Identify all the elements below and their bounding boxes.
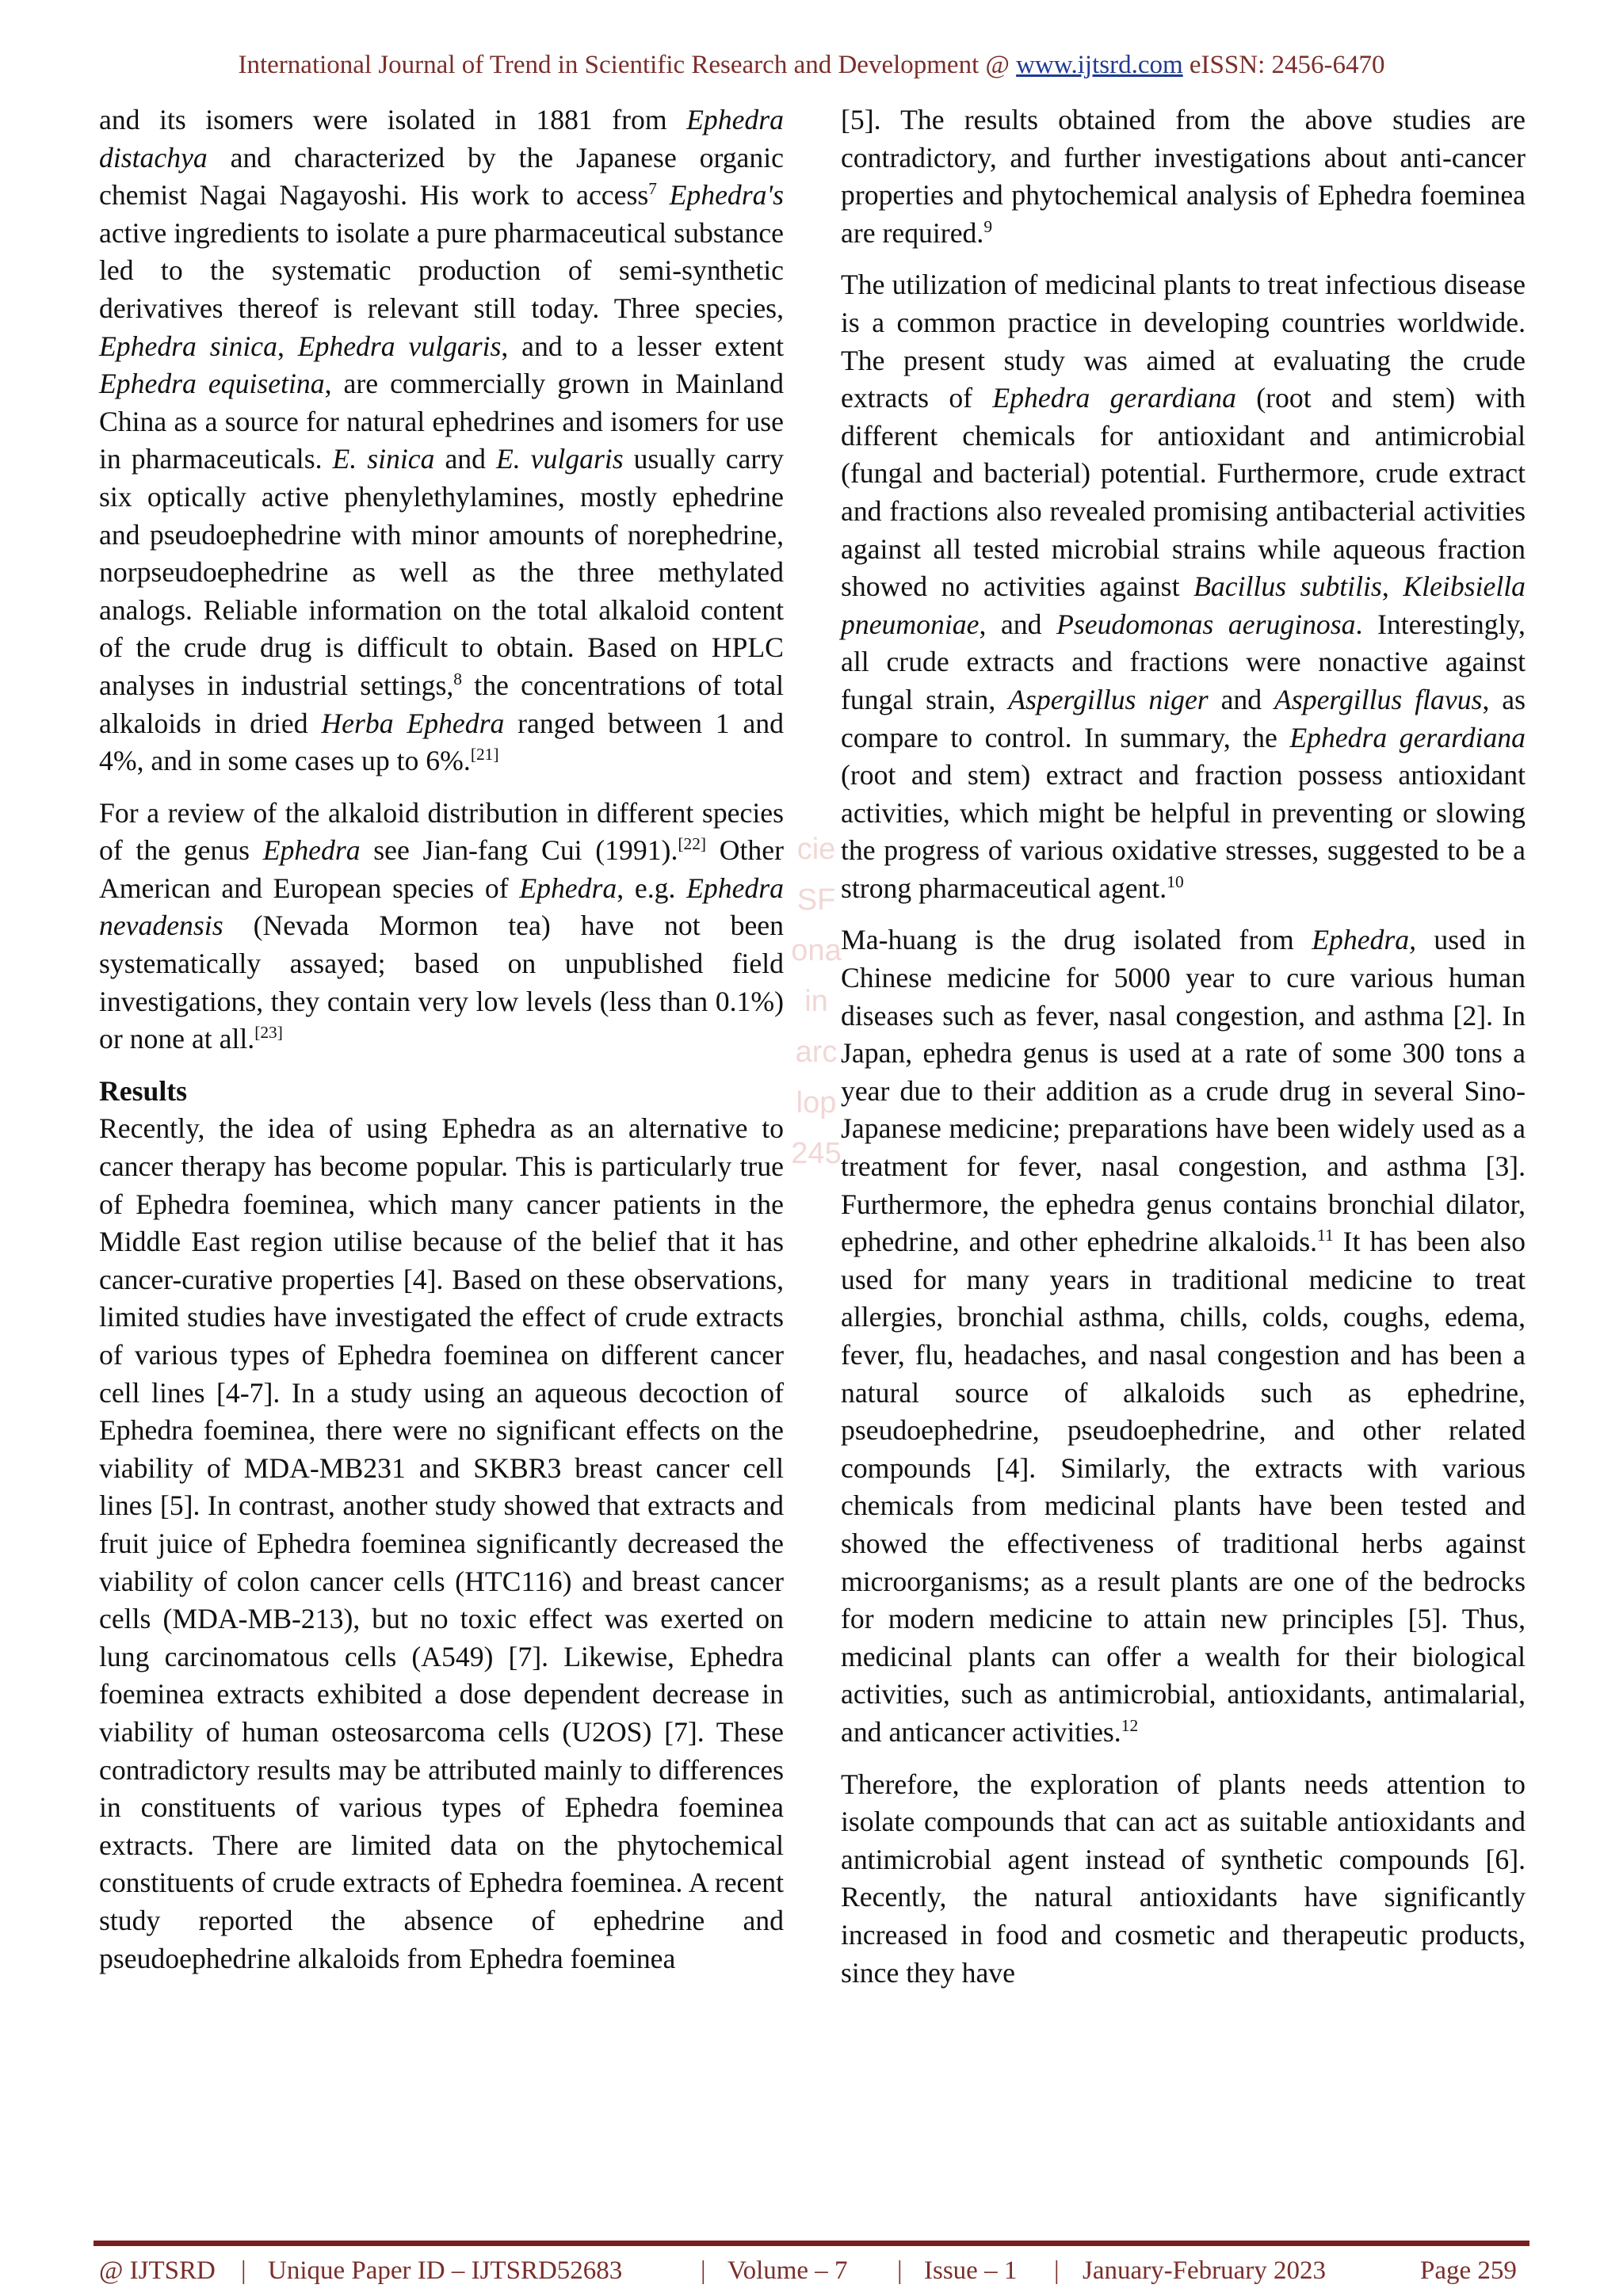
text-run: , and to a lesser extent [501,330,784,362]
watermark-fragment: arc [795,1035,838,1069]
watermark-fragment: in [804,985,828,1018]
footer-separator: | [701,2256,706,2285]
footer-volume: Volume – 7 [727,2256,848,2285]
paragraph [841,921,1526,1751]
italic-term: Ephedra nevadensis [99,871,784,942]
citation-superscript: 12 [1121,1716,1139,1736]
citation-superscript: [21] [470,745,499,765]
italic-term: Ephedra distachya [99,104,784,174]
text-run: active ingredients to isolate a pure pharmaceutical substance led to the systematic production of semi-synthetic derivatives thereof is relevant still today. Three species, [99,216,784,324]
text-run: It has been also used for many years in traditional medicine to treat allergies, bronchial asthma, chills, colds, coughs, edema, fever, flu, headaches, and nasal congestion and has been a natural source of alkaloids such as ephedrine, pseudoephedrine, pseudoephedrine, and other related compounds [4]. Similarly, the extracts with various chemicals from medicinal plants have been tested and showed the effectiveness of traditional herbs against microorganisms; as a result plants are one of the bedrocks for modern medicine to attain new principles [5]. Thus, medicinal plants can offer a wealth for their biological activities, such as antimicrobial, antioxidants, antimalarial, and anticancer activities. [841,1226,1526,1748]
italic-term: Bacillus subtilis [1193,570,1382,603]
text-run: the concentrations of total alkaloids in dried [99,669,784,739]
paragraph [99,101,784,780]
italic-term: Ephedra [519,871,617,904]
text-run: and [1208,683,1275,715]
text-run: , [1381,570,1403,603]
text-run: (Nevada Mormon tea) have not been systematically assayed; based on unpublished field investigations, they contain very low levels (less than 0.1%) or none at all. [99,910,784,1055]
citation-superscript: 11 [1317,1226,1334,1245]
header-journal-title: International Journal of Trend in Scientific Research and Development @ [238,51,1010,79]
italic-term: Kleibsiella pneumoniae [841,570,1526,640]
journal-website-link[interactable]: www.ijtsrd.com [1016,51,1183,79]
footer-divider [94,2241,1529,2246]
text-run: [5]. The results obtained from the above studies are contradictory, and further investigations about anti-cancer properties and phytochemical analysis of Ephedra foeminea are required. [841,104,1526,249]
footer-issue: Issue – 1 [924,2256,1018,2285]
text-run: . Interestingly, all crude extracts and fractions were nonactive against fungal strain, [841,608,1526,715]
text-run: , and [979,608,1057,640]
italic-term: E. sinica [332,443,435,475]
italic-term: Ephedra equisetina [99,368,325,400]
watermark-fragment: lop [796,1086,837,1119]
italic-term: Ephedra gerardiana [992,382,1236,414]
italic-term: Ephedra sinica [99,330,277,362]
footer-separator: | [897,2256,903,2285]
text-run: Therefore, the exploration of plants needs attention to isolate compounds that can act as suitable antioxidants and antimicrobial agent instead of synthetic compounds [6]. Recently, the natural antioxidants have significantly increased in food and cosmetic and therapeutic products, since they have [841,1768,1526,1989]
text-run: usually carry six optically active phenylethylamines, mostly ephedrine and pseudoephedrine with minor amounts of norephedrine, norpseudoephedrine as well as the three methylated analogs. Reliable information on the total alkaloid content of the crude drug is difficult to obtain. Based on HPLC analyses in industrial settings, [99,443,784,701]
citation-superscript: [23] [254,1023,283,1043]
citation-superscript: 9 [983,216,993,236]
watermark-fragment: ona [791,934,842,967]
italic-term: Ephedra's [669,179,785,212]
text-run: , as compare to control. In summary, the [841,683,1526,753]
footer-date: January-February 2023 [1083,2256,1326,2285]
text-run: The utilization of medicinal plants to treat infectious disease is a common practice in developing countries worldwide. The present study was aimed at evaluating the crude extracts of [841,269,1526,414]
text-run: (root and stem) with different chemicals for antioxidant and antimicrobial (fungal and bacterial) potential. Furthermore, crude extract and fractions also revealed promising antibacterial activities against all tested microbial strains while aqueous fraction showed no activities against [841,382,1526,603]
text-run: Recently, the idea of using Ephedra as an alternative to cancer therapy has become popular. This is particularly true of Ephedra foeminea, which many cancer patients in the Middle East region utilise because of the belief that it has cancer-curative properties [4]. Based on these observations, limited studies have investigated the effect of crude extracts of various types of Ephedra foeminea on different cancer cell lines [4-7]. In a study using an aqueous decoction of Ephedra foeminea, there were no significant effects on the viability of MDA-MB231 and SKBR3 breast cancer cell lines [5]. In contrast, another study showed that extracts and fruit juice of Ephedra foeminea significantly decreased the viability of colon cancer cells (HTC116) and breast cancer cells (MDA-MB-213), but no toxic effect was exerted on lung carcinomatous cells (A549) [7]. Likewise, Ephedra foeminea extracts exhibited a dose dependent decrease in viability of human osteosarcoma cells (U2OS) [7]. These contradictory results may be attributed mainly to differences in constituents of various types of Ephedra foeminea extracts. There are limited data on the phytochemical constituents of crude extracts of Ephedra foeminea. A recent study reported the absence of ephedrine and pseudoephedrine alkaloids from Ephedra foeminea [99,1112,784,1974]
footer-page-number: Page 259 [1420,2256,1517,2285]
running-header [0,49,1623,81]
text-run: (root and stem) extract and fraction possess antioxidant activities, which might be helpful in preventing or slowing the progress of various oxidative stresses, suggested to be a strong pharmaceutical agent. [841,759,1526,904]
text-run: and [434,443,496,475]
right-column [841,101,1526,2006]
text-run: and its isomers were isolated in 1881 from [99,104,687,135]
paragraph [99,795,784,1058]
footer-journal: @ IJTSRD [99,2256,216,2285]
text-run [657,179,670,211]
section-heading-results: Results [99,1074,188,1107]
italic-term: Aspergillus flavus [1274,683,1483,715]
italic-term: Ephedra [262,834,361,867]
text-run: Ma-huang is the drug isolated from [841,924,1312,956]
text-run: For a review of the alkaloid distribution in different species of the genus [99,796,784,867]
footer-paper-id: Unique Paper ID – IJTSRD52683 [268,2256,623,2285]
italic-term: Pseudomonas aeruginosa [1056,608,1356,640]
text-run: Other American and European species of [99,834,784,904]
paragraph [99,1110,784,1978]
italic-term: Ephedra vulgaris [297,330,502,362]
paragraph [841,266,1526,907]
text-run: , e.g. [617,871,687,904]
header-issn: eISSN: 2456-6470 [1189,51,1385,79]
watermark-fragment: SF [796,883,836,917]
left-column [99,101,784,1992]
watermark-fragment: cie [796,833,836,866]
watermark-fragment: 245 [791,1137,842,1170]
footer-separator: | [241,2256,246,2285]
text-run: used in Chinese medicine for 5000 year to cure various human diseases such as fever, nasal congestion, and asthma [2]. In Japan, ephedra genus is used at a rate of some 300 tons a year due to their addition as a crude drug in several Sino-Japanese medicine; preparations have been widely used as a treatment for fever, nasal congestion, and asthma [3]. Furthermore, the ephedra genus contains bronchial dilator, ephedrine, and other ephedrine alkaloids. [841,924,1526,1258]
citation-superscript: [22] [678,834,707,854]
text-run: and characterized by the Japanese organic chemist Nagai Nagayoshi. His work to access [99,141,784,212]
citation-superscript: 8 [453,669,462,689]
italic-term: Herba Ephedra [321,707,505,739]
italic-term: Ephedra, [1312,924,1417,956]
footer-separator: | [1054,2256,1060,2285]
citation-superscript: 7 [648,179,657,199]
italic-term: Ephedra gerardiana [1289,721,1526,753]
italic-term: Aspergillus niger [1008,683,1209,715]
text-run: , are commercially grown in Mainland China as a source for natural ephedrines and isomers for use in pharmaceuticals. [99,368,784,475]
paragraph [841,1766,1526,1993]
text-run: ranged between 1 and 4%, and in some cases up to 6%. [99,707,784,777]
paragraph [841,101,1526,252]
italic-term: E. vulgaris [495,443,624,475]
text-run: see Jian-fang Cui (1991). [360,834,678,867]
text-run: , [277,330,298,362]
citation-superscript: 10 [1167,871,1184,891]
